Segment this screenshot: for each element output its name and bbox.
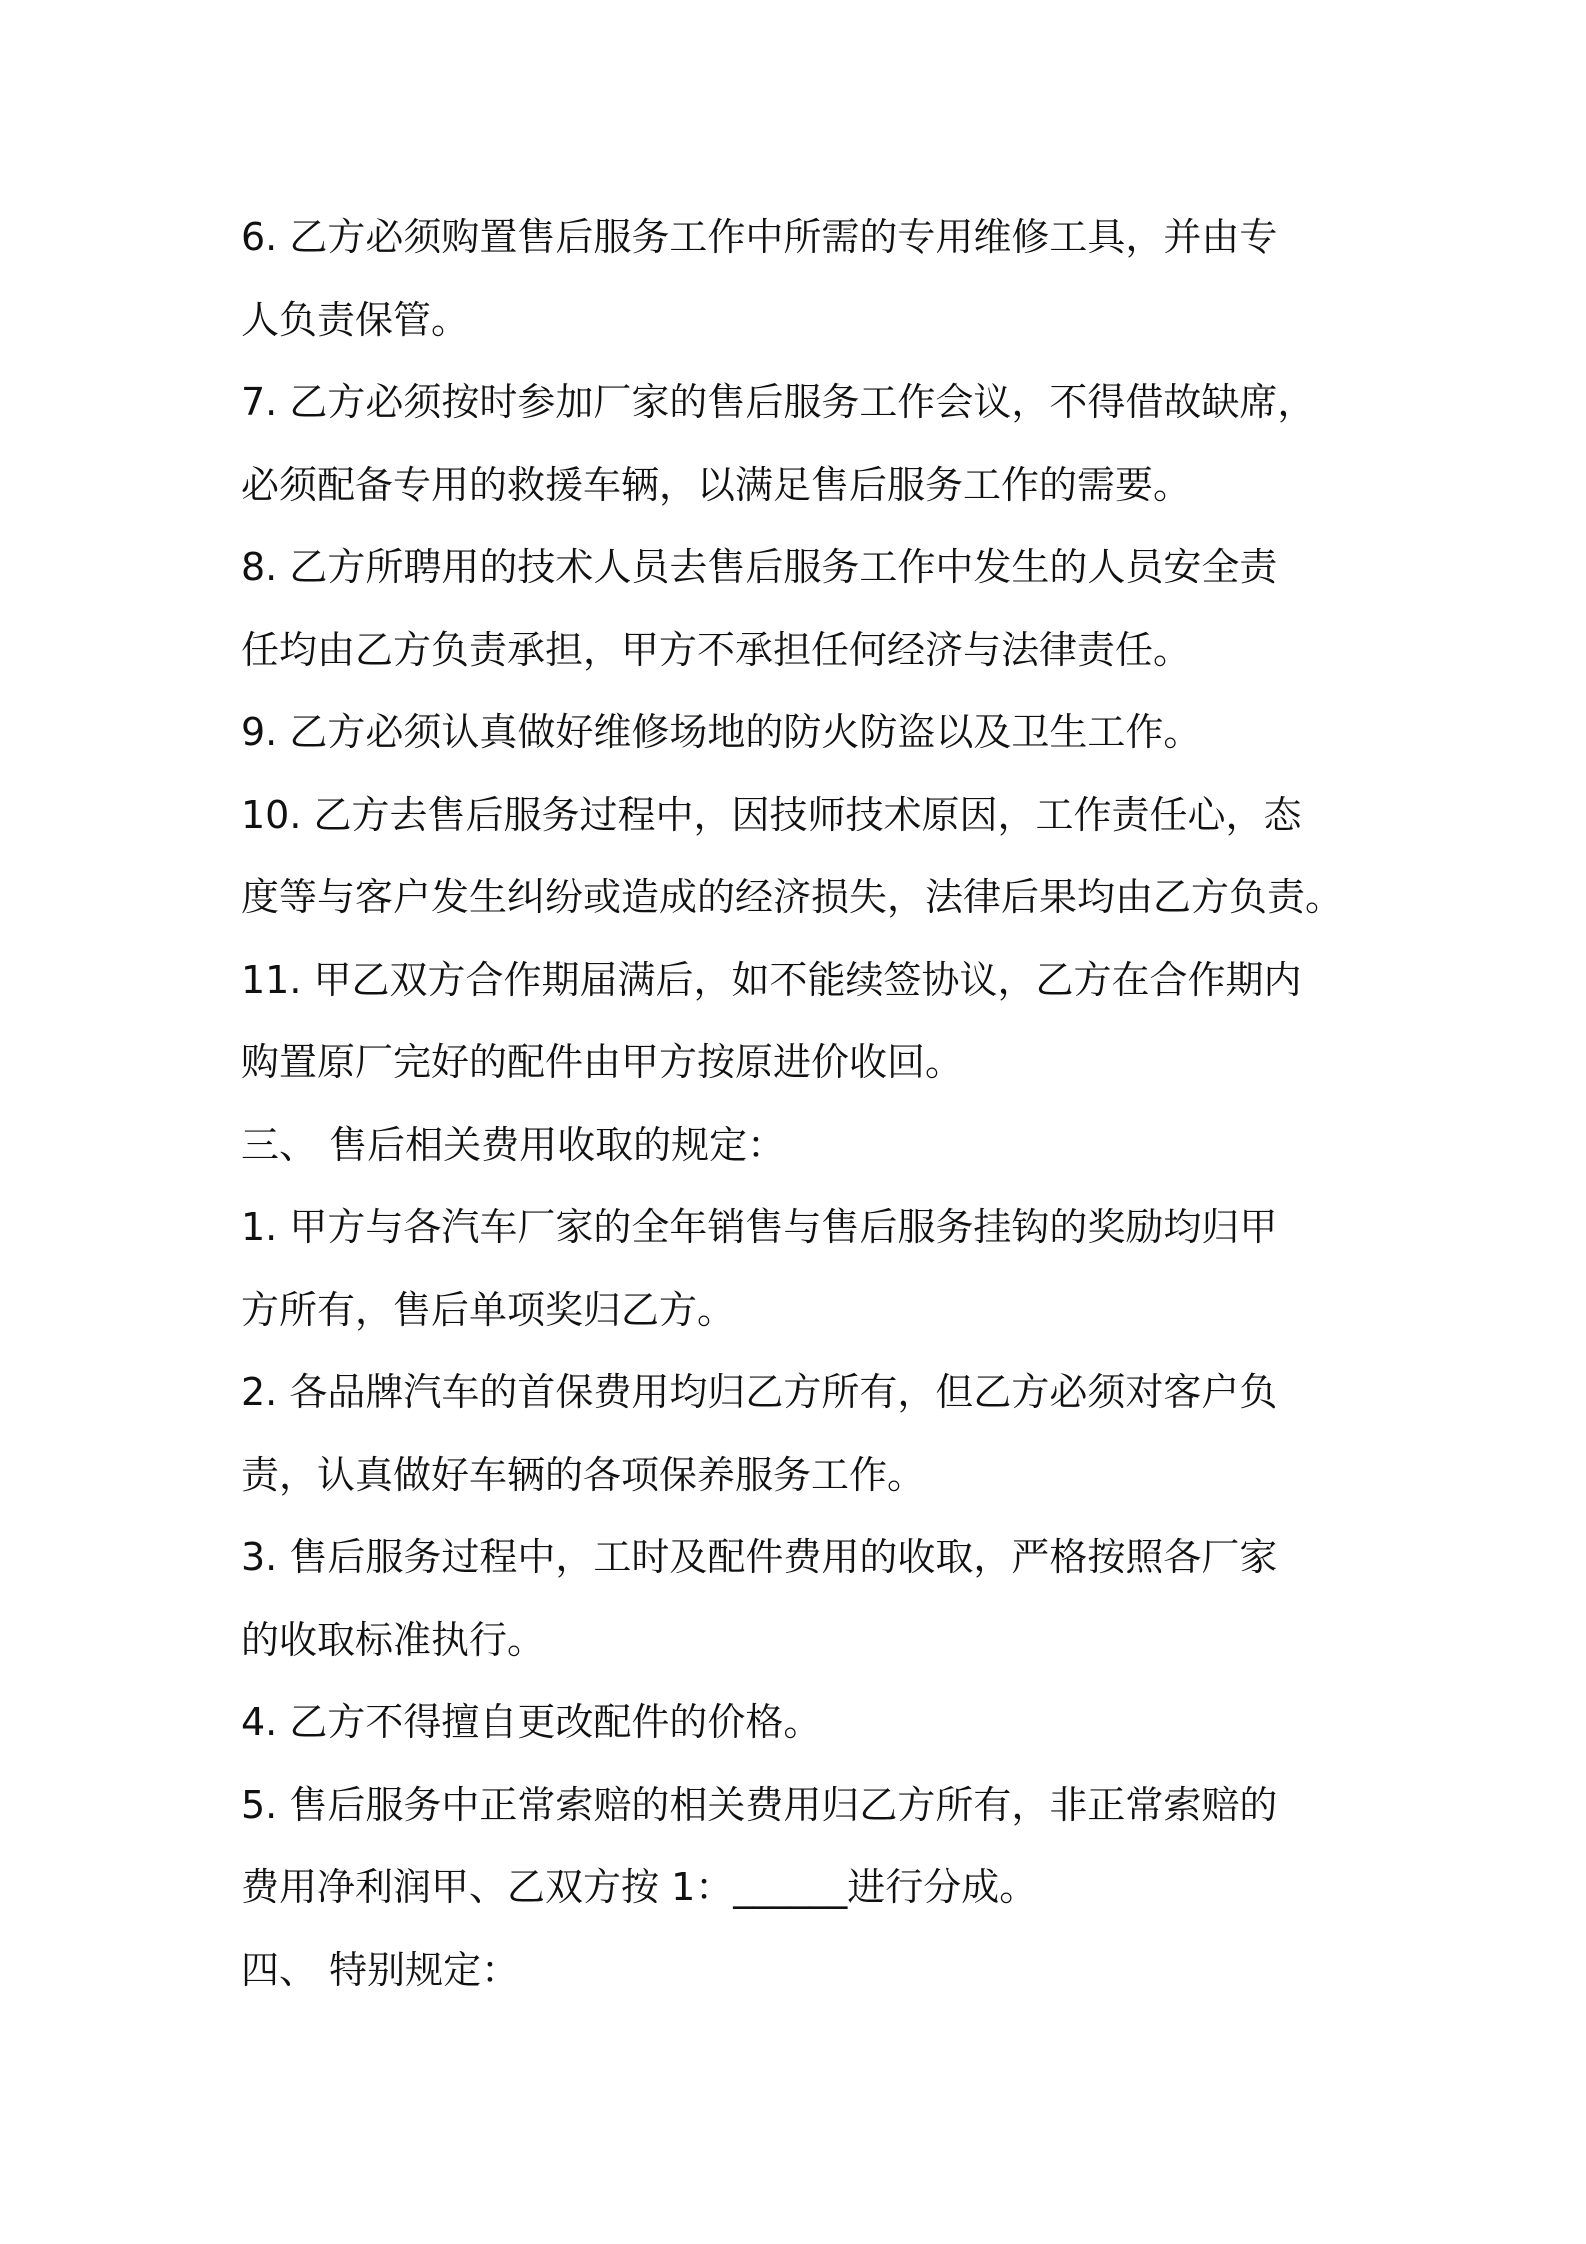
text-line: 2. 各品牌汽车的首保费用均归乙方所有，但乙方必须对客户负 <box>241 1370 1278 1414</box>
text-line: 9. 乙方必须认真做好维修场地的防火防盗以及卫生工作。 <box>241 710 1202 754</box>
text-line: 的收取标准执行。 <box>241 1617 546 1662</box>
text-line: 4. 乙方不得擅自更改配件的价格。 <box>241 1700 822 1744</box>
text-line: 责，认真做好车辆的各项保养服务工作。 <box>241 1452 926 1497</box>
clause-8 <box>241 526 1371 691</box>
fee-clause-5 <box>241 1764 1371 1929</box>
fee-clause-2 <box>241 1351 1371 1516</box>
text-line: 6. 乙方必须购置售后服务工作中所需的专用维修工具，并由专 <box>241 215 1278 259</box>
text-line: 3. 售后服务过程中，工时及配件费用的收取，严格按照各厂家 <box>241 1535 1278 1579</box>
text-line: 8. 乙方所聘用的技术人员去售后服务工作中发生的人员安全责 <box>241 545 1278 589</box>
fee-clause-4 <box>241 1681 1371 1764</box>
section-heading-4 <box>241 1929 1371 2012</box>
text-line: 必须配备专用的救援车辆，以满足售后服务工作的需要。 <box>241 462 1192 507</box>
clause-10 <box>241 774 1371 939</box>
text-line: 11. 甲乙双方合作期届满后，如不能续签协议，乙方在合作期内 <box>241 957 1302 1002</box>
text-line: 度等与客户发生纠纷或造成的经济损失，法律后果均由乙方负责。 <box>241 875 1344 919</box>
fee-clause-3 <box>241 1516 1371 1681</box>
fee-clause-1 <box>241 1186 1371 1351</box>
clause-6 <box>241 196 1371 361</box>
text-line: 7. 乙方必须按时参加厂家的售后服务工作会议，不得借故缺席， <box>241 380 1316 424</box>
text-line: 1. 甲方与各汽车厂家的全年销售与售后服务挂钩的奖励均归甲 <box>241 1205 1278 1249</box>
clause-11 <box>241 939 1371 1104</box>
section-heading-3 <box>241 1104 1371 1187</box>
text-line: 三、 售后相关费用收取的规定： <box>241 1122 786 1167</box>
text-line: 费用净利润甲、乙双方按 1：______进行分成。 <box>241 1865 1038 1909</box>
document-body <box>241 196 1371 2011</box>
text-line: 购置原厂完好的配件由甲方按原进价收回。 <box>241 1040 964 1084</box>
text-line: 5. 售后服务中正常索赔的相关费用归乙方所有，非正常索赔的 <box>241 1782 1278 1827</box>
clause-9 <box>241 691 1371 774</box>
text-line: 10. 乙方去售后服务过程中，因技师技术原因，工作责任心，态 <box>241 792 1302 837</box>
text-line: 四、 特别规定： <box>241 1947 520 1992</box>
text-line: 人负责保管。 <box>241 297 470 342</box>
text-line: 任均由乙方负责承担，甲方不承担任何经济与法律责任。 <box>241 627 1192 672</box>
clause-7 <box>241 361 1371 526</box>
text-line: 方所有，售后单项奖归乙方。 <box>241 1287 736 1332</box>
